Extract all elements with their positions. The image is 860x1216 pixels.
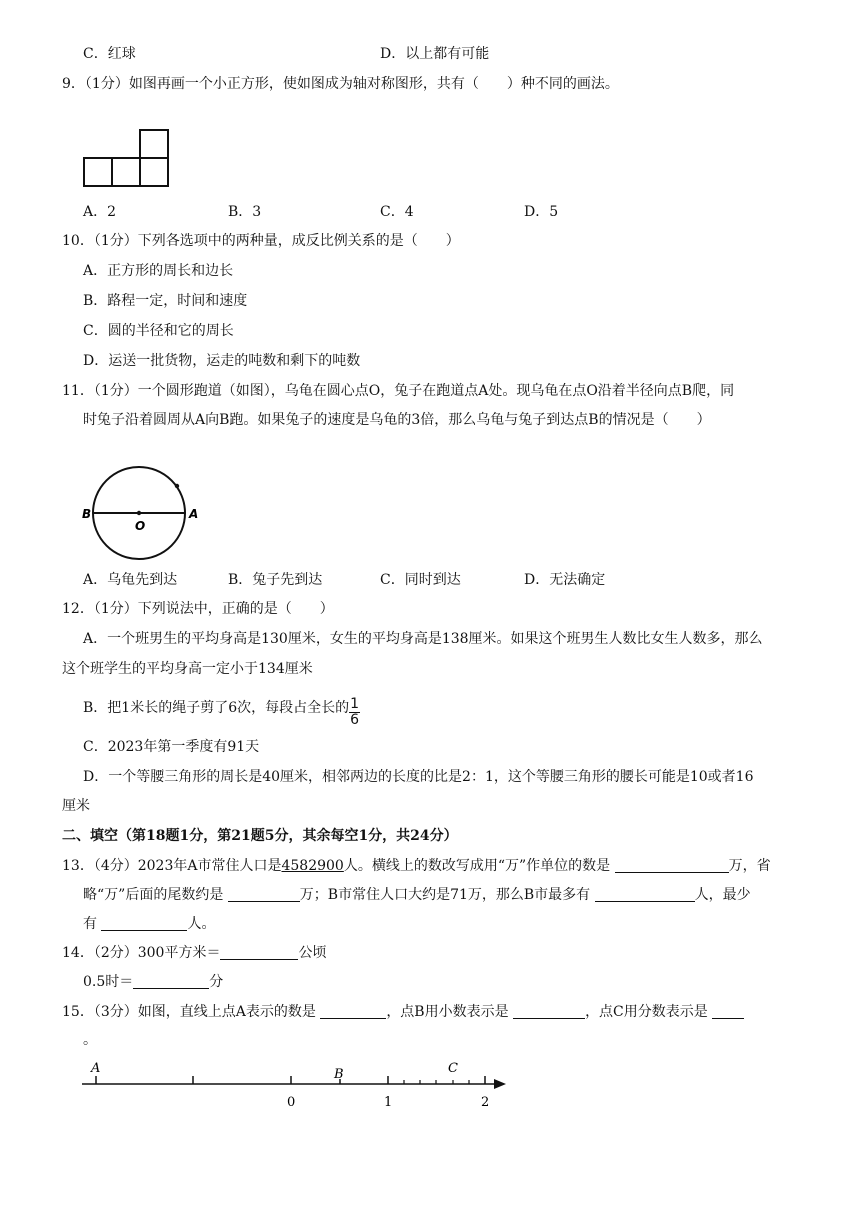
q15-number-line [80, 1056, 510, 1112]
q12-number: 12． [62, 601, 94, 617]
q14-blank-1[interactable] [220, 944, 298, 960]
fraction-numerator: 1 [350, 696, 360, 712]
point-a-label: A [91, 1061, 101, 1076]
track-mark [175, 484, 179, 488]
q12-option-b-text: B．把1米长的绳子剪了6次，每段占全长的 [83, 700, 350, 716]
q13-blank-4[interactable] [101, 915, 187, 931]
q15-blank-2[interactable] [513, 1003, 585, 1019]
q9-option-d: D．5 [524, 204, 559, 220]
q9-option-a: A．2 [83, 204, 117, 220]
q8-option-c: C．红球 [83, 46, 136, 62]
tick-label-0: 0 [287, 1095, 296, 1110]
q10-text: （1分）下列各选项中的两种量，成反比例关系的是（ ） [93, 233, 460, 249]
q15-blank-1[interactable] [320, 1003, 386, 1019]
q14-l2-a: 0.5时＝ [83, 974, 134, 990]
q12-option-b [83, 697, 360, 728]
q13-number: 13． [62, 858, 94, 874]
q12-option-c: C．2023年第一季度有91天 [83, 739, 260, 755]
q9-option-c: C．4 [380, 204, 414, 220]
square-2 [112, 158, 140, 186]
fraction-denominator: 6 [350, 712, 360, 728]
label-b: B [82, 507, 92, 521]
q10-number: 10． [62, 233, 94, 249]
q11-option-d: D．无法确定 [524, 572, 606, 588]
q14-line2 [83, 972, 223, 992]
q9-squares-figure [82, 128, 174, 190]
q11-line1: （1分）一个圆形跑道（如图），乌龟在圆心点O，兔子在跑道点A处。现乌龟在点O沿着半径向点B爬，同 [93, 383, 735, 399]
q14-line1 [62, 943, 326, 963]
q13-l2-a: 略“万”后面的尾数约是 [83, 887, 224, 903]
q13-l3-b: 人。 [187, 916, 216, 932]
q12-option-d-line2: 厘米 [62, 798, 90, 814]
q11-stem-line1 [62, 381, 734, 401]
q13-l1-a: （4分）2023年A市常住人口是 [93, 858, 282, 874]
q11-option-a: A．乌龟先到达 [83, 572, 178, 588]
q9-number: 9． [62, 76, 85, 92]
square-4 [140, 130, 168, 158]
q8-option-d: D．以上都有可能 [380, 46, 490, 62]
q15-number: 15． [62, 1004, 94, 1020]
square-3 [140, 158, 168, 186]
q13-blank-1[interactable] [615, 857, 729, 873]
q13-l1-b: 人。横线上的数改写成用“万”作单位的数是 [343, 858, 611, 874]
point-c-label: C [448, 1061, 458, 1076]
center-point [137, 511, 141, 515]
q15-blank-3[interactable] [712, 1003, 744, 1019]
q13-line3 [83, 914, 215, 934]
q15-l1-b: ，点B用小数表示是 [386, 1004, 509, 1020]
section-2-title: 二、填空（第18题1分，第21题5分，其余每空1分，共24分） [62, 828, 458, 844]
q12-option-d-line1: D．一个等腰三角形的周长是40厘米，相邻两边的长度的比是2：1，这个等腰三角形的腰长可能是10或者16 [83, 769, 754, 785]
q10-option-d: D．运送一批货物，运走的吨数和剩下的吨数 [83, 353, 361, 369]
q11-line2: 时兔子沿着圆周从A向B跑。如果兔子的速度是乌龟的3倍，那么乌龟与兔子到达点B的情况是（ ） [83, 412, 711, 428]
q12-option-a-line2: 这个班学生的平均身高一定小于134厘米 [62, 661, 313, 677]
q10-option-b: B．路程一定，时间和速度 [83, 293, 248, 309]
q14-blank-2[interactable] [133, 973, 209, 989]
q10-stem [62, 231, 460, 251]
tick-label-1: 1 [384, 1095, 393, 1110]
q11-option-b: B．兔子先到达 [228, 572, 323, 588]
q14-l2-b: 分 [209, 974, 224, 990]
q9-stem [62, 74, 619, 94]
q13-line1 [62, 856, 771, 876]
q13-blank-2[interactable] [228, 886, 300, 902]
label-o: O [135, 519, 146, 533]
q12-stem [62, 599, 334, 619]
q15-line2: 。 [83, 1032, 97, 1048]
q13-population-number: 4582900 [281, 858, 344, 874]
q14-number: 14． [62, 945, 94, 961]
q12-text: （1分）下列说法中，正确的是（ ） [93, 601, 334, 617]
q13-line2 [83, 885, 751, 905]
q11-circle-figure [82, 460, 202, 560]
q13-l1-c: 万，省 [728, 858, 771, 874]
q14-l1-b: 公顷 [298, 945, 327, 961]
fraction-one-sixth [349, 697, 360, 728]
point-b-label: B [334, 1067, 344, 1082]
q13-l2-c: 人，最少 [694, 887, 751, 903]
q10-option-a: A．正方形的周长和边长 [83, 263, 234, 279]
q11-number: 11． [62, 383, 94, 399]
q14-l1-a: （2分）300平方米＝ [93, 945, 221, 961]
q9-text-a: （1分）如图再画一个小正方形，使如图成为轴对称图形，共有（ [84, 76, 479, 92]
q9-text-b: ）种不同的画法。 [506, 76, 619, 92]
q15-line1 [62, 1002, 744, 1022]
q13-blank-3[interactable] [595, 886, 695, 902]
label-a: A [189, 507, 199, 521]
q15-l1-c: ，点C用分数表示是 [585, 1004, 708, 1020]
q12-option-a-line1: A．一个班男生的平均身高是130厘米，女生的平均身高是138厘米。如果这个班男生人数比女生人数多，那么 [83, 631, 763, 647]
square-1 [84, 158, 112, 186]
tick-label-2: 2 [481, 1095, 490, 1110]
q11-option-c: C．同时到达 [380, 572, 461, 588]
q15-l1-a: （3分）如图，直线上点A表示的数是 [93, 1004, 316, 1020]
q10-option-c: C．圆的半径和它的周长 [83, 323, 234, 339]
q13-l2-b: 万；B市常住人口大约是71万，那么B市最多有 [299, 887, 591, 903]
q13-l3-a: 有 [83, 916, 97, 932]
axis-arrow [494, 1079, 506, 1089]
q9-option-b: B．3 [228, 204, 262, 220]
